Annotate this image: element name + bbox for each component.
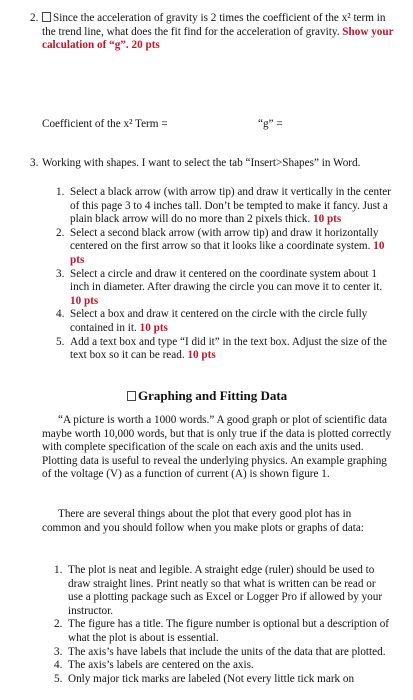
section-heading: Graphing and Fitting Data: [127, 389, 287, 403]
coefficient-label: Coefficient of the x² Term =: [42, 118, 168, 130]
list-item: 2. Select a second black arrow (with arrow tip) and draw it horizontally centered on the first arrow so that it looks like a coordinate system. 10 pts: [56, 226, 385, 266]
question-3: [30, 157, 394, 171]
list-item: 1. The plot is neat and legible. A straight edge (ruler) should be used to draw straight lines. Print neatly so that what is written can be read or use a plotting package such as Excel or Logger Pro if allowed by your instructor.: [54, 564, 383, 617]
question-3-number: 3.: [30, 157, 39, 169]
shapes-task-list: [56, 186, 392, 363]
list-item: 3. Select a circle and draw it centered on the coordinate system about 1 inch in diameter. After drawing the circle you can move it to center it. 10 pts: [56, 267, 383, 307]
list-item: 3. The axis’s have labels that include the units of the data that are plotted.: [54, 645, 386, 658]
g-label: “g” =: [258, 118, 283, 130]
list-item: 5. Only major tick marks are labeled (Not every little tick mark on: [54, 672, 355, 685]
question-2-text: Since the acceleration of gravity is 2 times the coefficient of the x² term in the trend line, what does the fit find for the acceleration of gravity.: [42, 12, 386, 38]
list-item: 5. Add a text box and type “I did it” in the text box. Adjust the size of the text box so it can be read. 10 pts: [56, 335, 387, 362]
points-label: 10 pts: [139, 321, 168, 334]
list-item: 1. Select a black arrow (with arrow tip) and draw it vertically in the center of this page 3 to 4 inches tall. Don’t be tempted to make it fancy. Just a plain black arrow will do no more than 2 pixels thick. 10 pts: [56, 186, 391, 226]
list-item: 2. The figure has a title. The figure number is optional but a description of what the plot is about is essential.: [54, 618, 390, 644]
list-item: 4. Select a box and draw it centered on the circle with the circle fully contained in it. 10 pts: [56, 308, 368, 334]
intro-paragraph: “A picture is worth a 1000 words.” A good graph or plot of scientific data maybe worth 10,000 words, but that is only true if the data is plotted correctly with complete specification of the scale on each axis and the units used. Plotting data is useful to reveal the underlying physics. An example graphing of the voltage (V) as a function of current (A) is shown figure 1.: [42, 414, 392, 481]
checkbox-glyph-icon: [127, 391, 136, 401]
question-3-text: Working with shapes. I want to select the tab “Insert>Shapes” in Word.: [42, 157, 361, 169]
question-2-points: Show your calculation of “g”. 20 pts: [42, 25, 394, 52]
plot-rules-list: [54, 564, 392, 686]
points-label: 10 pts: [312, 213, 342, 226]
question-2: [30, 12, 394, 53]
points-label: 10 pts: [187, 349, 216, 362]
points-label: 10 pts: [70, 240, 385, 266]
checkbox-glyph-icon: [42, 12, 51, 22]
question-2-number: 2.: [30, 12, 39, 24]
plot-rules-paragraph: There are several things about the plot that every good plot has in common and you should follow when you make plots or graphs of data:: [42, 508, 364, 534]
points-label: 10 pts: [70, 294, 99, 307]
list-item: 4. The axis’s labels are centered on the axis.: [54, 659, 254, 672]
